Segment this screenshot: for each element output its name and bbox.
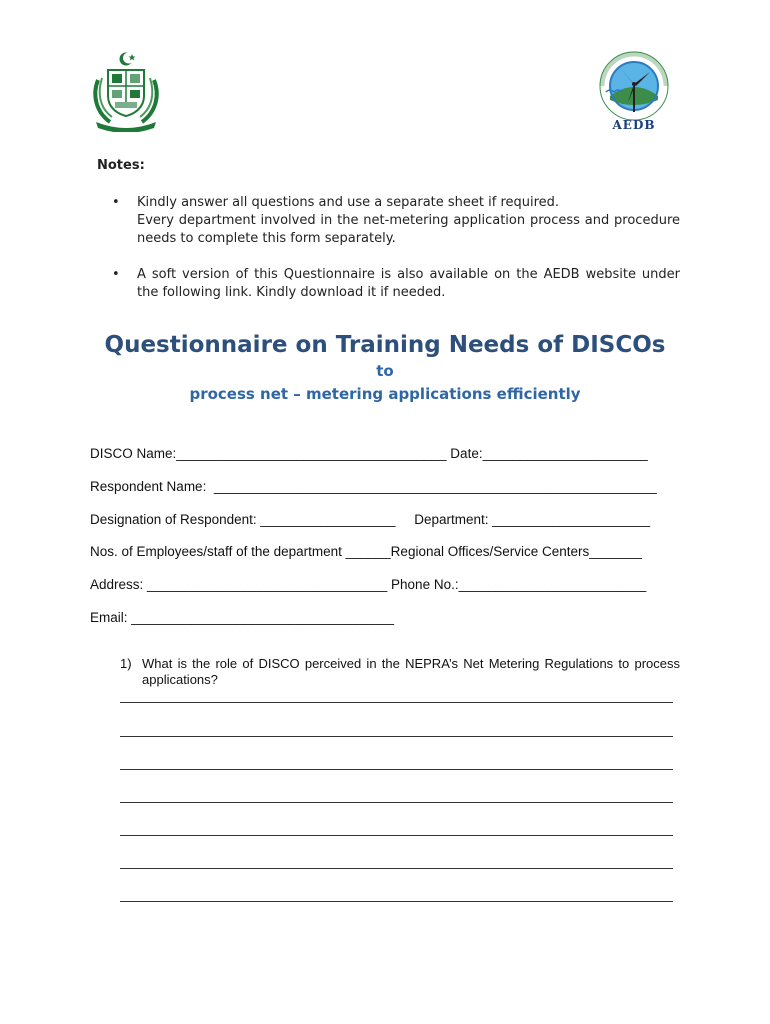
state-emblem-icon	[88, 50, 164, 132]
designation-department-field[interactable]: Designation of Respondent: __________________ Department: _____________________	[90, 512, 650, 527]
answer-line[interactable]	[120, 901, 673, 902]
employees-offices-field[interactable]: Nos. of Employees/staff of the department ______Regional Offices/Service Centers_______	[90, 544, 642, 559]
answer-line[interactable]	[120, 868, 673, 869]
page-subtitle: process net – metering applications efficiently	[189, 385, 581, 403]
aedb-logo-label: AEDB	[612, 118, 656, 132]
question-1	[120, 656, 680, 688]
answer-line[interactable]	[120, 835, 673, 836]
page-title: Questionnaire on Training Needs of DISCOs	[104, 332, 666, 358]
notes-item	[112, 194, 680, 248]
notes-list	[112, 194, 680, 320]
answer-line[interactable]	[120, 702, 673, 703]
notes-item-text: Every department involved in the net-metering application process and procedure needs to complete this form separately.	[137, 213, 680, 246]
email-field[interactable]: Email: ___________________________________	[90, 610, 395, 625]
answer-line[interactable]	[120, 769, 673, 770]
notes-item	[112, 266, 680, 302]
question-number: 1)	[120, 656, 132, 671]
notes-heading: Notes:	[97, 158, 145, 173]
respondent-name-field[interactable]: Respondent Name: ___________________________________________________________	[90, 479, 657, 494]
answer-line[interactable]	[120, 802, 673, 803]
answer-line[interactable]	[120, 736, 673, 737]
notes-item-text: • A soft version of this Questionnaire is also available on the AEDB website under the following link. Kindly download it if needed.	[137, 267, 680, 300]
address-phone-field[interactable]: Address: ________________________________ Phone No.:_________________________	[90, 577, 647, 592]
question-text: What is the role of DISCO perceived in the NEPRA’s Net Metering Regulations to process applications?	[142, 656, 680, 687]
notes-item-text: • Kindly answer all questions and use a separate sheet if required.	[137, 195, 560, 210]
title-connector: to	[376, 362, 394, 380]
disco-name-date-field[interactable]: DISCO Name:____________________________________ Date:______________________	[90, 446, 648, 461]
